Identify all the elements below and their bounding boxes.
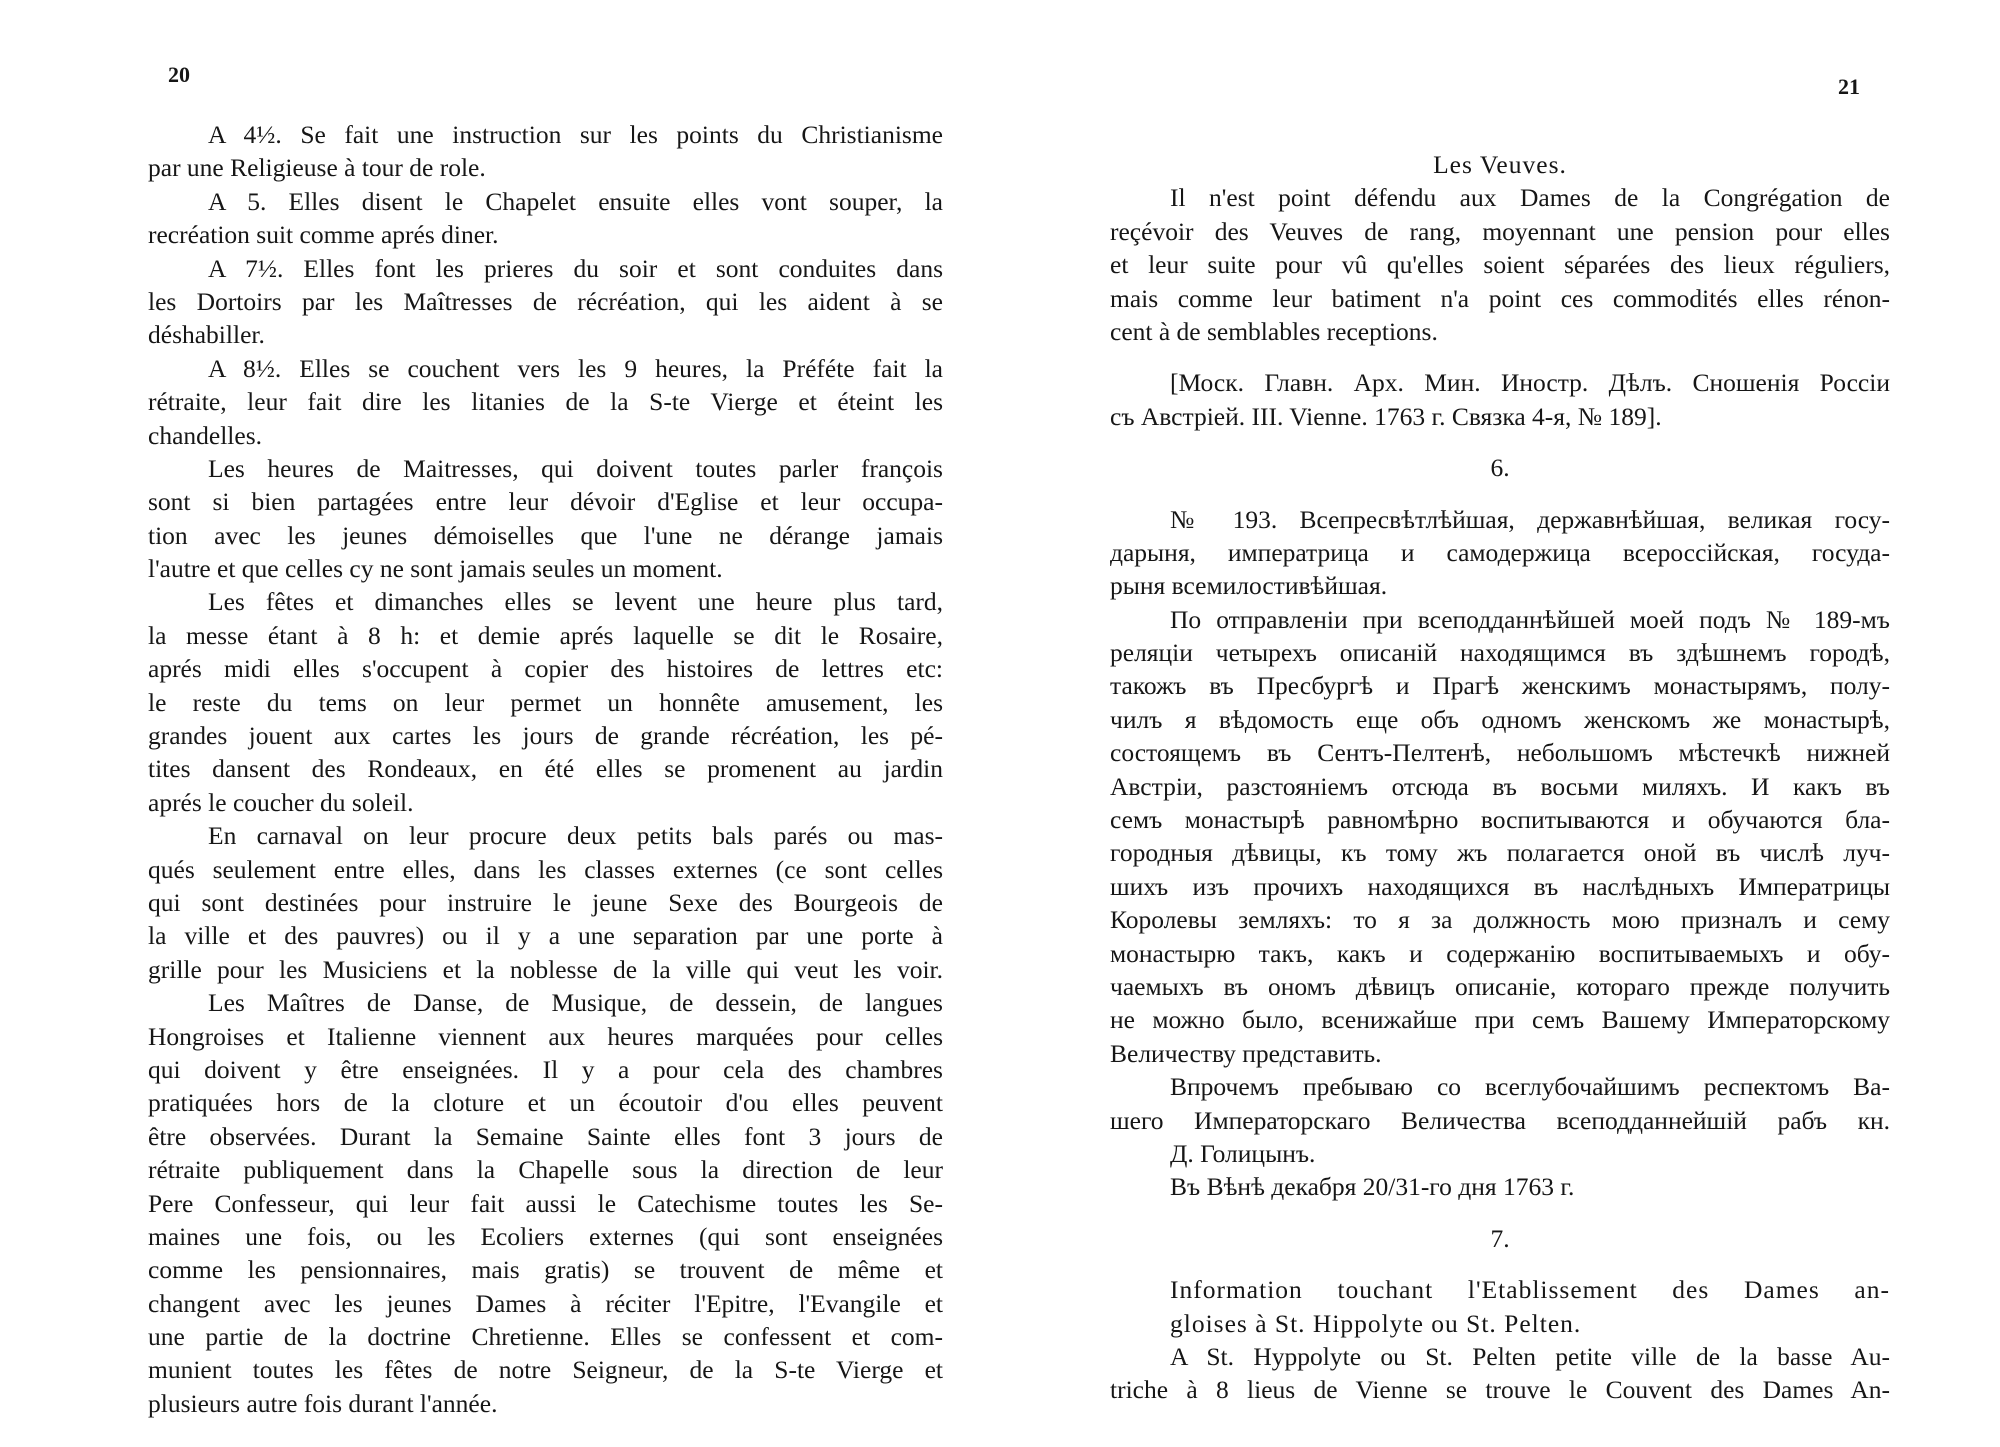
date-line: Въ Вѣнѣ декабря 20/31-го дня 1763 г. <box>1170 1172 1575 1202</box>
text-line: Il n'est point défendu aux Dames de la Congrégation de <box>1170 183 1890 213</box>
signature-line: Д. Голицынъ. <box>1170 1138 1316 1168</box>
text-line: дарыня, императрица и самодержица всероссійская, госуда- <box>1110 537 1890 567</box>
text-line: A 7½. Elles font les prieres du soir et sont conduites dans <box>208 253 943 283</box>
text-line: reçévoir des Veuves de rang, moyennant une pension pour elles <box>1110 216 1890 246</box>
text-line: par une Religieuse à tour de role. <box>148 153 486 183</box>
text-line: grandes jouent aux cartes les jours de grande récréation, les pé- <box>148 721 943 751</box>
text-line: déshabiller. <box>148 320 265 350</box>
text-line: et leur suite pour vû qu'elles soient séparées des lieux réguliers, <box>1110 250 1890 280</box>
text-line: Австріи, разстояніемъ отсюда въ восьми миляхъ. И какъ въ <box>1110 771 1890 801</box>
text-line: rétraite publiquement dans la Chapelle sous la direction de leur <box>148 1155 943 1185</box>
text-line: Pere Confesseur, qui leur fait aussi le Catechisme toutes les Se- <box>148 1188 943 1218</box>
text-line: чаемыхъ въ ономъ дѣвицъ описаніе, котораго прежде получить <box>1110 971 1890 1001</box>
text-line: A 4½. Se fait une instruction sur les points du Christianisme <box>208 120 943 149</box>
text-line: рыня всемилостивѣйшая. <box>1110 571 1388 601</box>
text-line: Величеству представить. <box>1110 1038 1382 1068</box>
text-line: munient toutes les fêtes de notre Seigneur, de la S-te Vierge et <box>148 1355 943 1385</box>
right-page-text <box>1110 148 1890 1407</box>
text-line: состоящемъ въ Сентъ-Пелтенѣ, небольшомъ мѣстечкѣ нижней <box>1110 738 1890 768</box>
section-number-7: 7. <box>1490 1223 1510 1253</box>
text-line: comme les pensionnaires, mais gratis) se trouvent de même et <box>148 1255 943 1285</box>
section-number-6: 6. <box>1490 453 1510 483</box>
text-line: tion avec les jeunes démoiselles que l'une ne dérange jamais <box>148 520 943 550</box>
page-number-right: 21 <box>1838 74 1860 99</box>
citation-line: [Моск. Главн. Арх. Мин. Иностр. Дѣлъ. Сношенія Россіи <box>1170 368 1890 398</box>
text-line: A 8½. Elles se couchent vers les 9 heures, la Préféte fait la <box>208 353 943 383</box>
text-line: чилъ я вѣдомость еще объ одномъ женскомъ же монастырѣ, <box>1110 704 1890 734</box>
text-line: l'autre et que celles cy ne sont jamais seules un moment. <box>148 554 723 584</box>
text-line: Впрочемъ пребываю со всеглубочайшимъ респектомъ Ва- <box>1170 1072 1890 1102</box>
text-line: реляціи четырехъ описаній находящимся въ здѣшнемъ городѣ, <box>1110 638 1890 668</box>
text-line: sont si bien partagées entre leur dévoir d'Eglise et leur occupa- <box>148 487 943 517</box>
text-line: être observées. Durant la Semaine Sainte elles font 3 jours de <box>148 1121 943 1151</box>
text-line: la ville et des pauvres) ou il y a une separation par une porte à <box>148 921 943 951</box>
text-line: le reste du tems on leur permet un honnête amusement, les <box>148 687 943 717</box>
text-line: Королевы земляхъ: то я за должность мою призналъ и сему <box>1110 905 1890 935</box>
text-line: городныя дѣвицы, къ тому жъ полагается оной въ числѣ луч- <box>1110 838 1890 868</box>
left-page-text <box>148 118 943 1420</box>
text-line: maines une fois, ou les Ecoliers externes (qui sont enseignées <box>148 1221 943 1251</box>
text-line: rétraite, leur fait dire les litanies de la S-te Vierge et éteint les <box>148 387 943 417</box>
text-line: шихъ изъ прочихъ находящихся въ наслѣдныхъ Императрицы <box>1110 871 1890 901</box>
text-line: aprés le coucher du soleil. <box>148 787 414 817</box>
text-line: En carnaval on leur procure deux petits bals parés ou mas- <box>208 821 943 851</box>
text-line: les Dortoirs par les Maîtresses de récréation, qui les aident à se <box>148 286 943 316</box>
text-line: aprés midi elles s'occupent à copier des histoires de lettres etc: <box>148 654 943 684</box>
text-line: qui doivent y être enseignées. Il y a pour cela des chambres <box>148 1054 943 1084</box>
text-line: A 5. Elles disent le Chapelet ensuite elles vont souper, la <box>208 186 943 216</box>
text-line: не можно было, всенижайше при семъ Вашему Императорскому <box>1110 1005 1890 1035</box>
text-line: grille pour les Musiciens et la noblesse de la ville qui veut les voir. <box>148 954 943 984</box>
text-line: plusieurs autre fois durant l'année. <box>148 1388 498 1418</box>
section-heading-veuves: Les Veuves. <box>1433 150 1567 179</box>
text-line: шего Императорскаго Величества всеподданнейшій рабъ кн. <box>1110 1105 1890 1135</box>
text-line: chandelles. <box>148 420 262 450</box>
text-line: triche à 8 lieus de Vienne se trouve le Couvent des Dames An- <box>1110 1375 1890 1405</box>
text-line: Les Maîtres de Danse, de Musique, de dessein, de langues <box>208 988 943 1018</box>
citation-line: съ Австріей. III. Vienne. 1763 г. Связка 4-я, № 189]. <box>1110 401 1662 431</box>
text-line: № 193. Всепресвѣтлѣйшая, державнѣйшая, великая госу- <box>1170 504 1890 534</box>
text-line: cent à de semblables receptions. <box>1110 316 1438 346</box>
text-line: qui sont destinées pour instruire le jeune Sexe des Bourgeois de <box>148 887 943 917</box>
section-title-line: Information touchant l'Etablissement des Dames an- <box>1170 1275 1890 1305</box>
text-line: changent avec les jeunes Dames à réciter l'Epitre, l'Evangile et <box>148 1288 943 1318</box>
section-title-line: gloises à St. Hippolyte ou St. Pelten. <box>1170 1308 1582 1338</box>
text-line: la messe étant à 8 h: et demie aprés laquelle se dit le Rosaire, <box>148 620 943 650</box>
text-line: семъ монастырѣ равномѣрно воспитываются и обучаются бла- <box>1110 805 1890 835</box>
text-line: mais comme leur batiment n'a point ces commodités elles rénon- <box>1110 283 1890 313</box>
text-line: tites dansent des Rondeaux, en été elles se promenent au jardin <box>148 754 943 784</box>
text-line: une partie de la doctrine Chretienne. Elles se confessent et com- <box>148 1322 943 1352</box>
text-line: A St. Hyppolyte ou St. Pelten petite ville de la basse Au- <box>1170 1341 1890 1371</box>
text-line: qués seulement entre elles, dans les classes externes (ce sont celles <box>148 854 943 884</box>
text-line: recréation suit comme aprés diner. <box>148 220 499 250</box>
text-line: По отправленіи при всеподданнѣйшей моей подъ № 189-мъ <box>1170 604 1890 634</box>
page-number-left: 20 <box>168 62 190 87</box>
text-line: такожъ въ Пресбургѣ и Прагѣ женскимъ монастырямъ, полу- <box>1110 671 1890 701</box>
text-line: Hongroises et Italienne viennent aux heures marquées pour celles <box>148 1021 943 1051</box>
text-line: pratiquées hors de la cloture et un écoutoir d'ou elles peuvent <box>148 1088 943 1118</box>
text-line: Les heures de Maitresses, qui doivent toutes parler françois <box>208 453 943 483</box>
text-line: монастырю такъ, какъ и содержанію воспитываемыхъ и обу- <box>1110 938 1890 968</box>
text-line: Les fêtes et dimanches elles se levent une heure plus tard, <box>208 587 943 617</box>
